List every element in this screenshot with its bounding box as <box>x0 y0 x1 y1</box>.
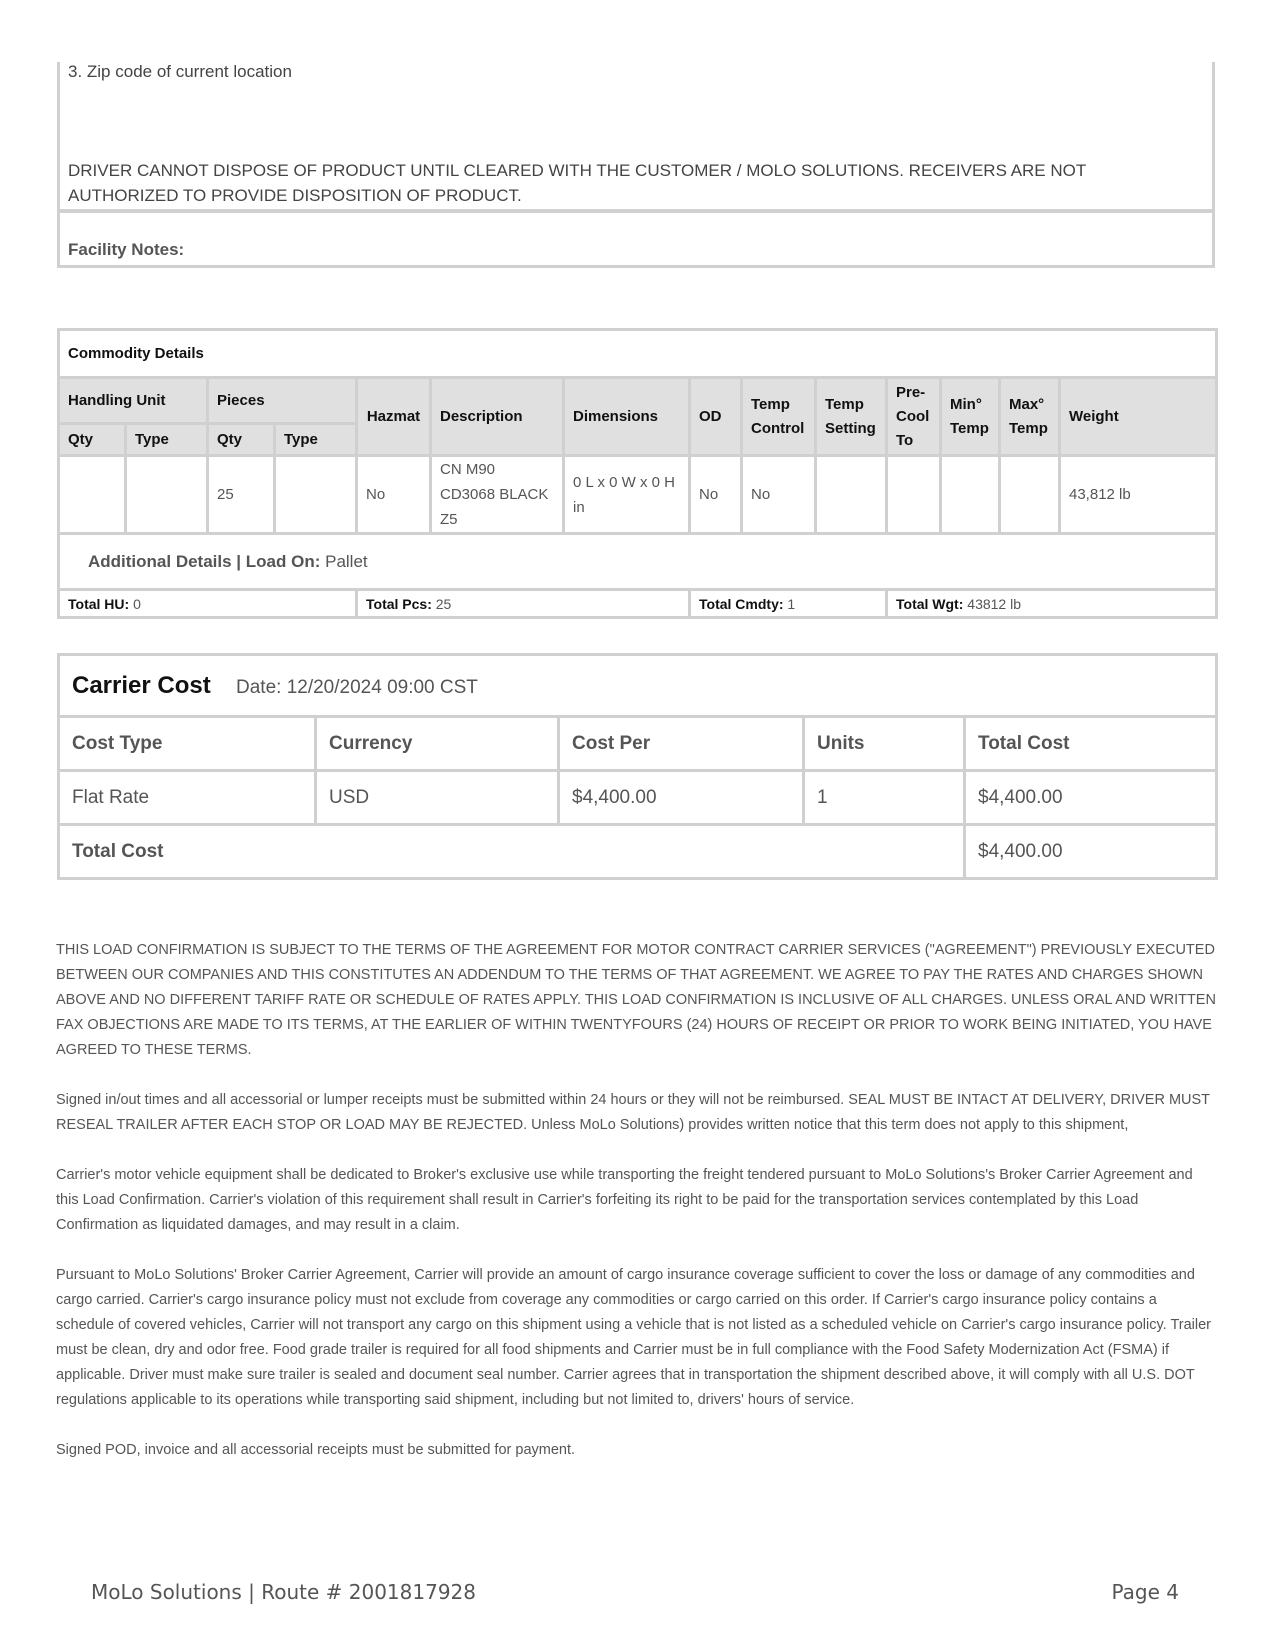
cell-hazmat: No <box>357 456 431 534</box>
cell-pc-type <box>275 456 357 534</box>
total-wgt-label: Total Wgt: <box>896 595 964 612</box>
header-pc-qty: Qty <box>208 424 275 456</box>
terms-paragraph: Carrier's motor vehicle equipment shall be dedicated to Broker's exclusive use while transporting the freight tendered pursuant to MoLo Solutions's Broker Carrier Agreement and this Load Confirmation. Carrier's violation of this requirement shall result in Carrier's forfeiting its right to be paid for the transportation services contemplated by this Load Confirmation as liquidated damages, and may result in a claim. <box>56 1167 1193 1233</box>
carrier-cost-title: Carrier Cost <box>72 671 211 699</box>
commodity-details-table <box>57 328 1218 619</box>
total-hu <box>59 590 357 618</box>
header-handling-unit: Handling Unit <box>59 378 208 424</box>
cell-dimensions: 0 L x 0 W x 0 H in <box>564 456 690 534</box>
header-hu-type: Type <box>126 424 208 456</box>
cost-per-cell: $4,400.00 <box>559 771 804 825</box>
total-wgt <box>887 590 1217 618</box>
total-pcs <box>357 590 690 618</box>
header-weight: Weight <box>1060 378 1217 456</box>
cell-temp-control: No <box>742 456 816 534</box>
header-hu-qty: Qty <box>59 424 126 456</box>
cell-hu-type <box>126 456 208 534</box>
carrier-cost-table <box>57 653 1218 880</box>
cell-od: No <box>690 456 742 534</box>
total-cost-value: $4,400.00 <box>965 825 1217 879</box>
currency-cell: USD <box>316 771 559 825</box>
commodity-title: Commodity Details <box>59 330 1217 378</box>
total-pcs-value: 25 <box>435 595 452 612</box>
header-pc-type: Type <box>275 424 357 456</box>
cell-description: CN M90 CD3068 BLACK Z5 <box>431 456 564 534</box>
header-hazmat: Hazmat <box>357 378 431 456</box>
cell-hu-qty <box>59 456 126 534</box>
cost-type-cell: Flat Rate <box>59 771 316 825</box>
facility-notes-box <box>57 210 1215 268</box>
additional-details-value: Pallet <box>325 551 368 571</box>
terms-section <box>56 938 1216 1488</box>
notes-box <box>57 62 1215 212</box>
additional-details <box>59 534 1217 590</box>
total-cost-label: Total Cost <box>59 825 965 879</box>
terms-paragraph: Pursuant to MoLo Solutions' Broker Carrier Agreement, Carrier will provide an amount of cargo insurance coverage sufficient to cover the loss or damage of any commodities and cargo carried. Carrier's cargo insurance policy must not exclude from coverage any commodities or cargo carried on this order. If Carrier's cargo insurance policy contains a schedule of covered vehicles, Carrier will not transport any cargo on this shipment using a vehicle that is not listed as a scheduled vehicle on Carrier's cargo insurance policy. Trailer must be clean, dry and odor free. Food grade trailer is required for all food shipments and Carrier must be in full compliance with the Food Safety Modernization Act (FSMA) if applicable. Driver must make sure trailer is sealed and document seal number. Carrier agrees that in transportation the shipment described above, it will comply with all U.S. DOT regulations applicable to its operations while transporting said shipment, including but not limited to, drivers' hours of service. <box>56 1267 1212 1408</box>
col-cost-per: Cost Per <box>559 717 804 771</box>
total-wgt-value: 43812 lb <box>967 595 1021 612</box>
cell-max-temp <box>1000 456 1060 534</box>
cell-temp-setting <box>816 456 887 534</box>
carrier-cost-header <box>59 655 1217 717</box>
notes-zip-line: 3. Zip code of current location <box>68 62 292 81</box>
header-dimensions: Dimensions <box>564 378 690 456</box>
cost-row <box>59 771 1217 825</box>
header-od: OD <box>690 378 742 456</box>
cell-precool <box>887 456 941 534</box>
col-currency: Currency <box>316 717 559 771</box>
col-total-cost: Total Cost <box>965 717 1217 771</box>
col-cost-type: Cost Type <box>59 717 316 771</box>
header-pieces: Pieces <box>208 378 357 424</box>
terms-paragraph: THIS LOAD CONFIRMATION IS SUBJECT TO THE TERMS OF THE AGREEMENT FOR MOTOR CONTRACT CARRIER SERVICES ("AGREEMENT") PREVIOUSLY EXECUTED BETWEEN OUR COMPANIES AND THIS CONSTITUTES AN ADDENDUM TO THE TERMS OF THAT AGREEMENT. WE AGREE TO PAY THE RATES AND CHARGES SHOWN ABOVE AND NO DIFFERENT TARIFF RATE OR SCHEDULE OF RATES APPLY. THIS LOAD CONFIRMATION IS INCLUSIVE OF ALL CHARGES. UNLESS ORAL AND WRITTEN FAX OBJECTIONS ARE MADE TO ITS TERMS, AT THE EARLIER OF WITHIN TWENTYFOURS (24) HOURS OF RECEIPT OR PRIOR TO WORK BEING INITIATED, YOU HAVE AGREED TO THESE TERMS. <box>56 942 1216 1058</box>
cell-weight: 43,812 lb <box>1060 456 1217 534</box>
terms-paragraph: Signed in/out times and all accessorial or lumper receipts must be submitted within 24 hours or they will not be reimbursed. SEAL MUST BE INTACT AT DELIVERY, DRIVER MUST RESEAL TRAILER AFTER EACH STOP OR LOAD MAY BE REJECTED. Unless MoLo Solutions) provides written notice that this term does not apply to this shipment, <box>56 1092 1210 1133</box>
units-cell: 1 <box>804 771 965 825</box>
header-min-temp: Min° Temp <box>941 378 1000 456</box>
header-max-temp: Max° Temp <box>1000 378 1060 456</box>
footer-page-number: Page 4 <box>1111 1580 1179 1604</box>
header-description: Description <box>431 378 564 456</box>
header-temp-control: Temp Control <box>742 378 816 456</box>
header-temp-setting: Temp Setting <box>816 378 887 456</box>
footer-route: MoLo Solutions | Route # 2001817928 <box>91 1580 476 1604</box>
total-cmdty <box>690 590 887 618</box>
cell-pc-qty: 25 <box>208 456 275 534</box>
terms-paragraph: Signed POD, invoice and all accessorial receipts must be submitted for payment. <box>56 1442 576 1458</box>
header-precool: Pre-Cool To <box>887 378 941 456</box>
facility-notes-label: Facility Notes: <box>68 240 185 259</box>
total-pcs-label: Total Pcs: <box>366 595 432 612</box>
total-cost-cell: $4,400.00 <box>965 771 1217 825</box>
carrier-cost-date: Date: 12/20/2024 09:00 CST <box>236 676 478 698</box>
additional-details-label: Additional Details | Load On: <box>88 551 321 571</box>
col-units: Units <box>804 717 965 771</box>
total-cmdty-label: Total Cmdty: <box>699 595 784 612</box>
total-hu-value: 0 <box>133 595 141 612</box>
commodity-row <box>59 456 1217 534</box>
notes-disposition-line: DRIVER CANNOT DISPOSE OF PRODUCT UNTIL CLEARED WITH THE CUSTOMER / MOLO SOLUTIONS. RECEIVERS ARE NOT AUTHORIZED TO PROVIDE DISPOSITION OF PRODUCT. <box>68 161 1086 205</box>
total-cmdty-value: 1 <box>787 595 796 612</box>
total-hu-label: Total HU: <box>68 595 130 612</box>
cell-min-temp <box>941 456 1000 534</box>
